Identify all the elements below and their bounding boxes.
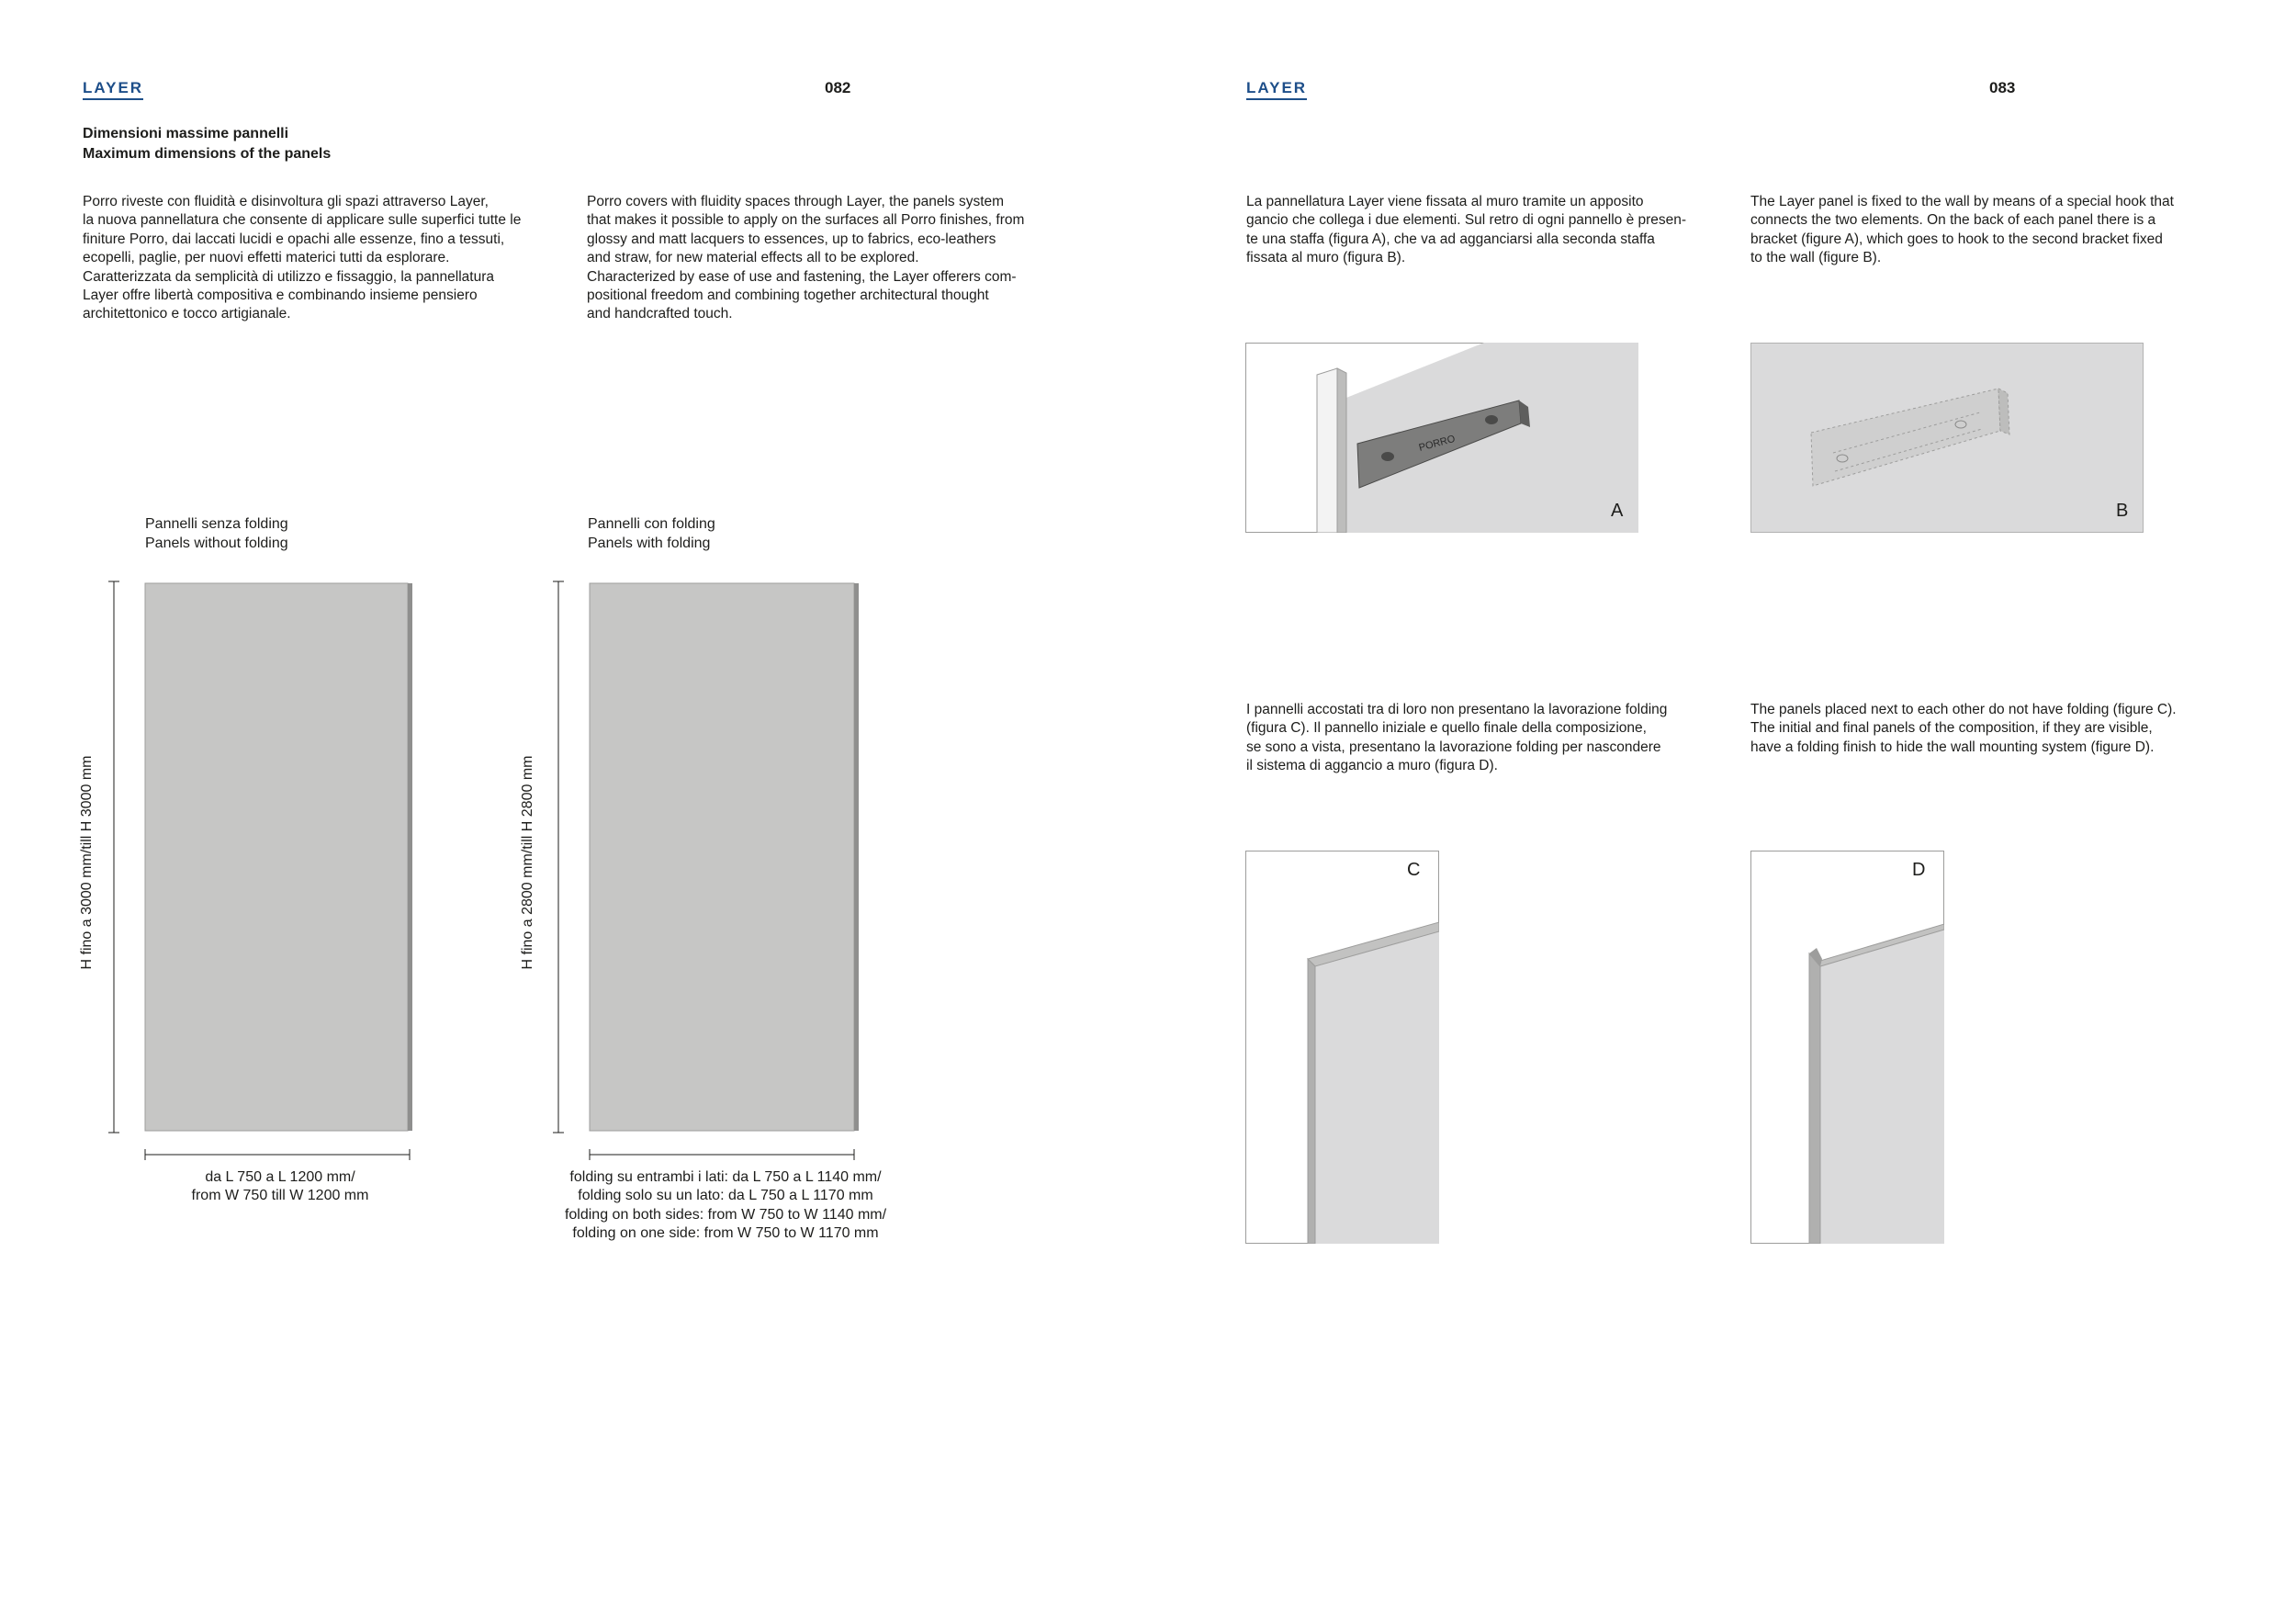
panel-with-width-caption: folding su entrambi i lati: da L 750 a L 1140 mm/ folding solo su un lato: da L 750 a L 1170 mm folding on both sides: from W 750 to W 1140 mm/ folding on one side: from W 750 to W 1170 mm bbox=[564, 1169, 887, 1242]
panel-side-edge bbox=[1308, 959, 1315, 1244]
fixing-text-it: La pannellatura Layer viene fissata al muro tramite un apposito gancio che collega i due elementi. Sul retro di ogni pannello è presen- te una staffa (figura A), che va ad agganciarsi alla seconda staffa fissata al muro (figura B). bbox=[1246, 194, 1687, 266]
panel-edge bbox=[408, 583, 412, 1131]
panel-face bbox=[145, 583, 408, 1131]
fixing-text-en: The Layer panel is fixed to the wall by means of a special hook that connects the two elements. On the back of each panel there is a bracket (figure A), which goes to hook to the second bracket fixed to the wall (figure B). bbox=[1750, 194, 2174, 266]
panel-without-height-label: H fino a 3000 mm/till H 3000 mm bbox=[79, 755, 95, 970]
panel-front bbox=[1308, 922, 1439, 1244]
screw-hole-icon bbox=[1381, 452, 1394, 461]
figure-b bbox=[1750, 343, 2144, 533]
figure-c bbox=[1245, 851, 1439, 1244]
page-number-right: 083 bbox=[1989, 79, 2016, 96]
screw-hole-icon bbox=[1485, 415, 1498, 424]
section-heading-en: Maximum dimensions of the panels bbox=[83, 146, 332, 162]
brand-logo-left: LAYER bbox=[83, 79, 143, 100]
page-number-left: 082 bbox=[825, 79, 851, 96]
figure-c-letter: C bbox=[1407, 860, 1421, 880]
figure-a-illustration bbox=[1245, 343, 1638, 533]
figure-d bbox=[1750, 851, 1944, 1244]
panel-with-folding-label: Pannelli con folding Panels with folding bbox=[588, 516, 715, 551]
section-heading-it: Dimensioni massime pannelli bbox=[83, 126, 289, 141]
figure-b-illustration bbox=[1750, 343, 2144, 533]
bracket-logo-mark: PORRO bbox=[1417, 433, 1457, 454]
panel-with-height-label: H fino a 2800 mm/till H 2800 mm bbox=[520, 755, 535, 970]
panel-side bbox=[1317, 368, 1337, 533]
figure-c-illustration bbox=[1245, 851, 1439, 1244]
panel-face bbox=[590, 583, 854, 1131]
panel-without-width-caption: da L 750 a L 1200 mm/ from W 750 till W 1200 mm bbox=[191, 1169, 369, 1204]
figure-a bbox=[1245, 343, 1638, 533]
figure-d-illustration bbox=[1750, 851, 1944, 1244]
panel-front bbox=[1820, 924, 1944, 1244]
panel-with-folding-drawing bbox=[546, 574, 867, 1162]
panel-without-folding-drawing bbox=[101, 574, 422, 1162]
folding-text-it: I pannelli accostati tra di loro non presentano la lavorazione folding (figura C). Il pannello iniziale e quello finale della composizione, se sono a vista, presentano la lavorazione folding per nascondere il sistema di aggancio a muro (figura D). bbox=[1246, 702, 1668, 774]
intro-text-it: Porro riveste con fluidità e disinvoltura gli spazi attraverso Layer, la nuova pannellatura che consente di applicare sulle superfici tutte le finiture Porro, dai laccati lucidi e opachi alle essenze, fino a tessuti, ecopelli, paglie, per nuovi effetti materici tutti da esplorare. Caratterizzata da semplicità di utilizzo e fissaggio, la pannellatura Layer offre libertà compositiva e combinando insieme pensiero architettonico e tocco artigianale. bbox=[83, 194, 522, 322]
figure-b-letter: B bbox=[2116, 501, 2129, 521]
intro-text-en: Porro covers with fluidity spaces through Layer, the panels system that makes it possible to apply on the surfaces all Porro finishes, from glossy and matt lacquers to essences, up to fabrics, eco-leathers and straw, for new material effects all to be explored. Characterized by ease of use and fastening, the Layer offerers com- positional freedom and combining together architectural thought and handcrafted touch. bbox=[587, 194, 1025, 322]
panel-folding-edge bbox=[854, 583, 859, 1131]
panel-folding-edge bbox=[1809, 953, 1820, 1244]
panel-without-folding-label: Pannelli senza folding Panels without folding bbox=[145, 516, 288, 551]
figure-d-letter: D bbox=[1912, 860, 1926, 880]
figure-a-letter: A bbox=[1611, 501, 1624, 521]
folding-text-en: The panels placed next to each other do not have folding (figure C). The initial and final panels of the composition, if they are visible, have a folding finish to hide the wall mounting system (figure D). bbox=[1750, 702, 2177, 755]
brand-logo-right: LAYER bbox=[1246, 79, 1307, 100]
